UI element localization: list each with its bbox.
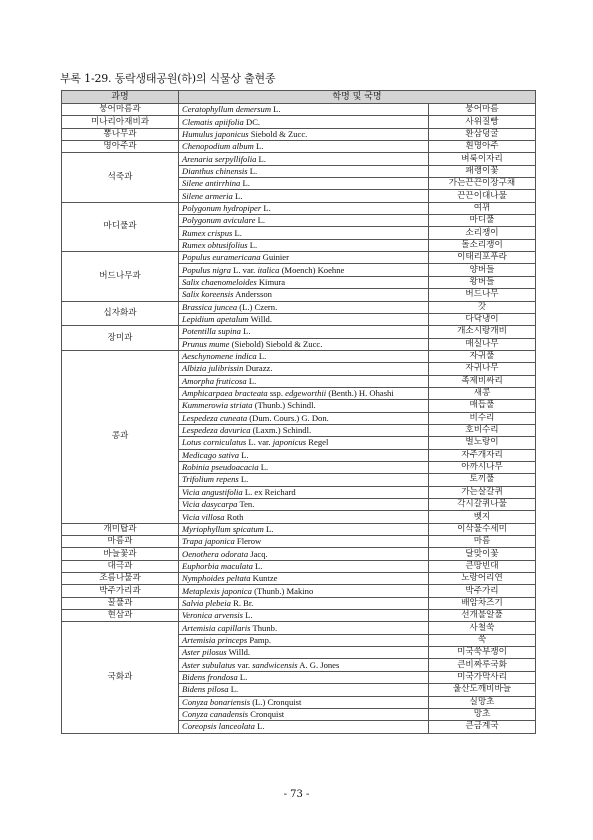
- taxon-epithet: japonicus: [272, 437, 307, 448]
- table-row: [62, 622, 536, 634]
- taxon-authority: L.: [247, 165, 258, 176]
- family-cell: 조름나물과: [62, 573, 179, 585]
- taxon-epithet: Aster pilosus: [182, 647, 227, 658]
- scientific-name-cell: [179, 252, 429, 264]
- scientific-name-cell: [179, 560, 429, 572]
- korean-name-cell: 자귀나무: [429, 363, 536, 375]
- taxon-authority: Kimura: [256, 276, 286, 287]
- family-cell: 미나리아재비과: [62, 116, 179, 128]
- korean-name-cell: 큰땅빈대: [429, 560, 536, 572]
- scientific-name-cell: [179, 721, 429, 733]
- korean-name-cell: 자귀풀: [429, 350, 536, 362]
- taxon-epithet: Lespedeza cuneata: [182, 412, 248, 423]
- taxon-epithet: Nymphoides peltata: [182, 573, 251, 584]
- taxon-authority: L.: [239, 449, 249, 460]
- korean-name-cell: 소리쟁이: [429, 227, 536, 239]
- scientific-name-cell: [179, 165, 429, 177]
- table-row: [62, 104, 536, 116]
- scientific-name-cell: [179, 387, 429, 399]
- korean-name-cell: 가는살갈퀴: [429, 486, 536, 498]
- scientific-name-cell: [179, 301, 429, 313]
- korean-name-cell: 양버들: [429, 264, 536, 276]
- korean-name-cell: 다닥냉이: [429, 313, 536, 325]
- taxon-epithet: Ceratophyllum demersum: [182, 104, 272, 115]
- taxon-epithet: italica: [257, 264, 280, 275]
- taxon-epithet: Conyza bonariensis: [182, 696, 251, 707]
- taxon-epithet: Potentilla supina: [182, 326, 241, 337]
- scientific-name-cell: [179, 659, 429, 671]
- taxon-epithet: Populus euramericana: [182, 252, 261, 263]
- taxon-authority: R. Br.: [230, 597, 254, 608]
- family-cell: 장미과: [62, 326, 179, 351]
- taxon-authority: (Moench) Koehne: [279, 264, 345, 275]
- korean-name-cell: 이태리포푸라: [429, 252, 536, 264]
- taxon-authority: L.: [255, 215, 265, 226]
- taxon-epithet: Trapa japonica: [182, 536, 235, 547]
- taxon-authority: (L.) Cronquist: [250, 696, 302, 707]
- scientific-name-cell: [179, 227, 429, 239]
- taxon-epithet: Euphorbia maculata: [182, 560, 253, 571]
- korean-name-cell: 벳지: [429, 511, 536, 523]
- korean-name-cell: 매실나무: [429, 338, 536, 350]
- taxon-authority: Thunb.: [250, 622, 278, 633]
- taxon-authority: Jacq.: [248, 548, 268, 559]
- scientific-name-cell: [179, 178, 429, 190]
- korean-name-cell: 붕어마름: [429, 104, 536, 116]
- family-cell: 버드나무과: [62, 252, 179, 301]
- taxon-authority: L.: [271, 104, 281, 115]
- scientific-name-cell: [179, 597, 429, 609]
- taxon-authority: L.: [243, 610, 253, 621]
- taxon-authority: Ten.: [237, 499, 255, 510]
- taxon-epithet: Bidens pilosa: [182, 684, 229, 695]
- taxon-epithet: Polygonum hydropiper: [182, 202, 262, 213]
- korean-name-cell: 흰명아주: [429, 141, 536, 153]
- scientific-name-cell: [179, 215, 429, 227]
- scientific-name-cell: [179, 338, 429, 350]
- scientific-name-cell: [179, 499, 429, 511]
- taxon-authority: Andersson: [233, 289, 272, 300]
- scientific-name-cell: [179, 548, 429, 560]
- scientific-name-cell: [179, 437, 429, 449]
- taxon-authority: L.: [240, 178, 250, 189]
- taxon-epithet: Rumex crispus: [182, 227, 233, 238]
- taxon-authority: L.: [261, 202, 271, 213]
- taxon-authority: L.: [247, 239, 258, 250]
- table-row: [62, 573, 536, 585]
- taxon-epithet: Robinia pseudoacacia: [182, 462, 259, 473]
- taxon-authority: (Laxm.) Schindl.: [250, 425, 312, 436]
- taxon-authority: L.: [228, 684, 239, 695]
- taxon-epithet: Conyza canadensis: [182, 709, 249, 720]
- scientific-name-cell: [179, 239, 429, 251]
- taxon-epithet: Aster subulatus: [182, 659, 236, 670]
- taxon-epithet: Vicia angustifolia: [182, 486, 243, 497]
- family-cell: 콩과: [62, 350, 179, 523]
- taxon-epithet: Artemisia capillaris: [182, 622, 251, 633]
- scientific-name-cell: [179, 536, 429, 548]
- scientific-name-cell: [179, 153, 429, 165]
- family-cell: 국화과: [62, 622, 179, 733]
- taxon-epithet: Chenopodium album: [182, 141, 254, 152]
- taxon-authority: A. G. Jones: [297, 659, 340, 670]
- taxon-authority: Flerow: [234, 536, 262, 547]
- korean-name-cell: 배암차즈기: [429, 597, 536, 609]
- scientific-name-cell: [179, 610, 429, 622]
- taxon-authority: (Thunb.) Schindl.: [252, 400, 316, 411]
- taxon-epithet: Amorpha fruticosa: [182, 375, 247, 386]
- taxon-authority: (Benth.) H. Ohashi: [326, 388, 394, 399]
- table-row: [62, 597, 536, 609]
- scientific-name-cell: [179, 400, 429, 412]
- taxon-authority: var.: [235, 659, 253, 670]
- scientific-name-cell: [179, 363, 429, 375]
- taxon-authority: L. var.: [230, 264, 258, 275]
- taxon-authority: Durazz.: [243, 363, 273, 374]
- korean-name-cell: 비수리: [429, 412, 536, 424]
- scientific-name-cell: [179, 424, 429, 436]
- taxon-epithet: Prunus mume: [182, 338, 230, 349]
- scientific-name-cell: [179, 104, 429, 116]
- taxon-epithet: edgeworthii: [285, 388, 327, 399]
- table-row: [62, 326, 536, 338]
- taxon-epithet: Rumex obtusifolius: [182, 239, 248, 250]
- taxon-authority: L. var.: [246, 437, 273, 448]
- scientific-name-cell: [179, 585, 429, 597]
- taxon-authority: L.: [258, 462, 269, 473]
- scientific-name-cell: [179, 634, 429, 646]
- scientific-name-cell: [179, 449, 429, 461]
- table-caption: 부록 1-29. 동락생태공원(하)의 식물상 출현종: [60, 72, 276, 85]
- taxon-authority: L.: [254, 721, 265, 732]
- taxon-authority: L.: [237, 671, 248, 682]
- table-row: [62, 523, 536, 535]
- taxon-epithet: Salix koreensis: [182, 289, 234, 300]
- taxon-authority: Siebold & Zucc.: [248, 128, 308, 139]
- taxon-epithet: Trifolium repens: [182, 474, 239, 485]
- korean-name-cell: 이삭물수세미: [429, 523, 536, 535]
- scientific-name-cell: [179, 461, 429, 473]
- taxon-epithet: Veronica arvensis: [182, 610, 244, 621]
- taxon-authority: Kuntze: [250, 573, 278, 584]
- family-cell: 박주가리과: [62, 585, 179, 597]
- scientific-name-cell: [179, 474, 429, 486]
- korean-name-cell: 갓: [429, 301, 536, 313]
- scientific-name-cell: [179, 412, 429, 424]
- korean-name-cell: 달맞이꽃: [429, 548, 536, 560]
- family-cell: 대극과: [62, 560, 179, 572]
- taxon-authority: (L.) Czern.: [237, 301, 278, 312]
- taxon-authority: Guinier: [260, 252, 289, 263]
- taxon-epithet: sandwicensis: [252, 659, 298, 670]
- korean-name-cell: 환삼덩굴: [429, 128, 536, 140]
- korean-name-cell: 호비수리: [429, 424, 536, 436]
- table-row: [62, 202, 536, 214]
- table-header-row: [62, 91, 536, 104]
- korean-name-cell: 버드나무: [429, 289, 536, 301]
- scientific-name-cell: [179, 647, 429, 659]
- taxon-epithet: Oenothera odorata: [182, 548, 249, 559]
- taxon-authority: (Dum. Cours.) G. Don.: [247, 412, 329, 423]
- korean-name-cell: 각시갈퀴나물: [429, 499, 536, 511]
- taxon-authority: L.: [246, 375, 257, 386]
- taxon-epithet: Albizia julibrissin: [182, 363, 244, 374]
- scientific-name-cell: [179, 696, 429, 708]
- taxon-epithet: Amphicarpaea bracteata: [182, 388, 268, 399]
- family-cell: 붕어마름과: [62, 104, 179, 116]
- taxon-epithet: Populus nigra: [182, 264, 231, 275]
- taxon-authority: Pamp.: [247, 634, 272, 645]
- scientific-name-cell: [179, 511, 429, 523]
- family-cell: 바늘꽃과: [62, 548, 179, 560]
- scientific-name-cell: [179, 573, 429, 585]
- scientific-name-cell: [179, 486, 429, 498]
- scientific-name-cell: [179, 289, 429, 301]
- korean-name-cell: 사철쑥: [429, 622, 536, 634]
- korean-name-cell: 패랭이꽃: [429, 165, 536, 177]
- taxon-authority: Regel: [306, 437, 329, 448]
- korean-name-cell: 울산도깨비바늘: [429, 684, 536, 696]
- table-row: [62, 116, 536, 128]
- taxon-epithet: Dianthus chinensis: [182, 165, 248, 176]
- scientific-name-cell: [179, 523, 429, 535]
- taxon-authority: L.: [232, 227, 242, 238]
- scientific-name-cell: [179, 190, 429, 202]
- scientific-name-cell: [179, 708, 429, 720]
- family-cell: 십자화과: [62, 301, 179, 326]
- taxon-epithet: Silene antirrhina: [182, 178, 241, 189]
- taxon-authority: L.: [232, 190, 243, 201]
- family-cell: 마디풀과: [62, 202, 179, 251]
- scientific-name-cell: [179, 202, 429, 214]
- family-cell: 명아주과: [62, 141, 179, 153]
- korean-name-cell: 왕버들: [429, 276, 536, 288]
- scientific-name-cell: [179, 622, 429, 634]
- korean-name-cell: 여뀌: [429, 202, 536, 214]
- header-names: 학명 및 국명: [179, 91, 536, 104]
- family-cell: 현삼과: [62, 610, 179, 622]
- family-cell: 석죽과: [62, 153, 179, 202]
- taxon-epithet: Coreopsis lanceolata: [182, 721, 255, 732]
- scientific-name-cell: [179, 264, 429, 276]
- taxon-epithet: Humulus japonicus: [182, 128, 249, 139]
- taxon-authority: Roth: [224, 511, 244, 522]
- taxon-authority: L.: [253, 141, 264, 152]
- scientific-name-cell: [179, 671, 429, 683]
- taxon-authority: Willd.: [226, 647, 251, 658]
- scientific-name-cell: [179, 276, 429, 288]
- korean-name-cell: 돌소리쟁이: [429, 239, 536, 251]
- korean-name-cell: 선개불알풀: [429, 610, 536, 622]
- korean-name-cell: 마름: [429, 536, 536, 548]
- family-cell: 뽕나무과: [62, 128, 179, 140]
- taxon-authority: ssp.: [267, 388, 286, 399]
- korean-name-cell: 박주가리: [429, 585, 536, 597]
- korean-name-cell: 사위질빵: [429, 116, 536, 128]
- taxon-epithet: Polygonum aviculare: [182, 215, 256, 226]
- species-table: [61, 90, 536, 734]
- korean-name-cell: 쑥: [429, 634, 536, 646]
- table-row: [62, 301, 536, 313]
- korean-name-cell: 실망초: [429, 696, 536, 708]
- scientific-name-cell: [179, 116, 429, 128]
- korean-name-cell: 아까시나무: [429, 461, 536, 473]
- taxon-authority: L.: [256, 153, 266, 164]
- korean-name-cell: 끈끈이대나물: [429, 190, 536, 202]
- korean-name-cell: 벌노랑이: [429, 437, 536, 449]
- korean-name-cell: 노랑어리연: [429, 573, 536, 585]
- taxon-epithet: Myriophyllum spicatum: [182, 523, 264, 534]
- taxon-epithet: Brassica juncea: [182, 301, 238, 312]
- taxon-epithet: Lespedeza davurica: [182, 425, 251, 436]
- taxon-authority: L.: [256, 351, 267, 362]
- table-row: [62, 252, 536, 264]
- scientific-name-cell: [179, 684, 429, 696]
- korean-name-cell: 벼룩이자리: [429, 153, 536, 165]
- table-row: [62, 585, 536, 597]
- taxon-epithet: Silene armeria: [182, 190, 233, 201]
- korean-name-cell: 미국가막사리: [429, 671, 536, 683]
- scientific-name-cell: [179, 375, 429, 387]
- korean-name-cell: 개소시랑개비: [429, 326, 536, 338]
- scientific-name-cell: [179, 326, 429, 338]
- korean-name-cell: 자주개자리: [429, 449, 536, 461]
- korean-name-cell: 매듭풀: [429, 400, 536, 412]
- table-row: [62, 128, 536, 140]
- taxon-authority: L. ex Reichard: [242, 486, 296, 497]
- taxon-authority: L.: [252, 560, 263, 571]
- taxon-epithet: Kummerowia striata: [182, 400, 253, 411]
- table-row: [62, 560, 536, 572]
- table-row: [62, 153, 536, 165]
- korean-name-cell: 망초: [429, 708, 536, 720]
- taxon-epithet: Medicago sativa: [182, 449, 240, 460]
- taxon-epithet: Vicia villosa: [182, 511, 225, 522]
- korean-name-cell: 마디풀: [429, 215, 536, 227]
- taxon-authority: Cronquist: [248, 709, 285, 720]
- taxon-authority: (Thunb.) Makino: [251, 585, 314, 596]
- table-row: [62, 350, 536, 362]
- taxon-epithet: Vicia dasycarpa: [182, 499, 238, 510]
- korean-name-cell: 새콩: [429, 387, 536, 399]
- taxon-epithet: Bidens frondosa: [182, 671, 238, 682]
- table-row: [62, 141, 536, 153]
- family-cell: 개미탑과: [62, 523, 179, 535]
- scientific-name-cell: [179, 313, 429, 325]
- taxon-epithet: Salvia plebeia: [182, 597, 231, 608]
- taxon-epithet: Clematis apiifolia: [182, 116, 244, 127]
- taxon-epithet: Lotus corniculatus: [182, 437, 247, 448]
- scientific-name-cell: [179, 128, 429, 140]
- table-row: [62, 536, 536, 548]
- taxon-epithet: Aeschynomene indica: [182, 351, 257, 362]
- family-cell: 마름과: [62, 536, 179, 548]
- scientific-name-cell: [179, 350, 429, 362]
- korean-name-cell: 큰금계국: [429, 721, 536, 733]
- korean-name-cell: 큰비짜루국화: [429, 659, 536, 671]
- scientific-name-cell: [179, 141, 429, 153]
- page-number: - 73 -: [283, 789, 310, 800]
- taxon-authority: Willd.: [248, 314, 272, 325]
- table-row: [62, 548, 536, 560]
- taxon-authority: L.: [238, 474, 249, 485]
- korean-name-cell: 가는끈끈이장구채: [429, 178, 536, 190]
- taxon-epithet: Lepidium apetalum: [182, 314, 249, 325]
- table-row: [62, 610, 536, 622]
- taxon-authority: DC.: [243, 116, 261, 127]
- taxon-epithet: Salix chaenomeloides: [182, 276, 257, 287]
- header-family: 과명: [62, 91, 179, 104]
- korean-name-cell: 토끼풀: [429, 474, 536, 486]
- taxon-epithet: Artemisia princeps: [182, 634, 248, 645]
- family-cell: 꿀풀과: [62, 597, 179, 609]
- taxon-authority: L.: [240, 326, 251, 337]
- korean-name-cell: 족제비싸리: [429, 375, 536, 387]
- taxon-epithet: Metaplexis japonica: [182, 585, 252, 596]
- taxon-authority: (Siebold) Siebold & Zucc.: [229, 338, 323, 349]
- taxon-authority: L.: [263, 523, 274, 534]
- taxon-epithet: Arenaria serpyllifolia: [182, 153, 257, 164]
- korean-name-cell: 미국쑥부쟁이: [429, 647, 536, 659]
- table-body: [62, 104, 536, 734]
